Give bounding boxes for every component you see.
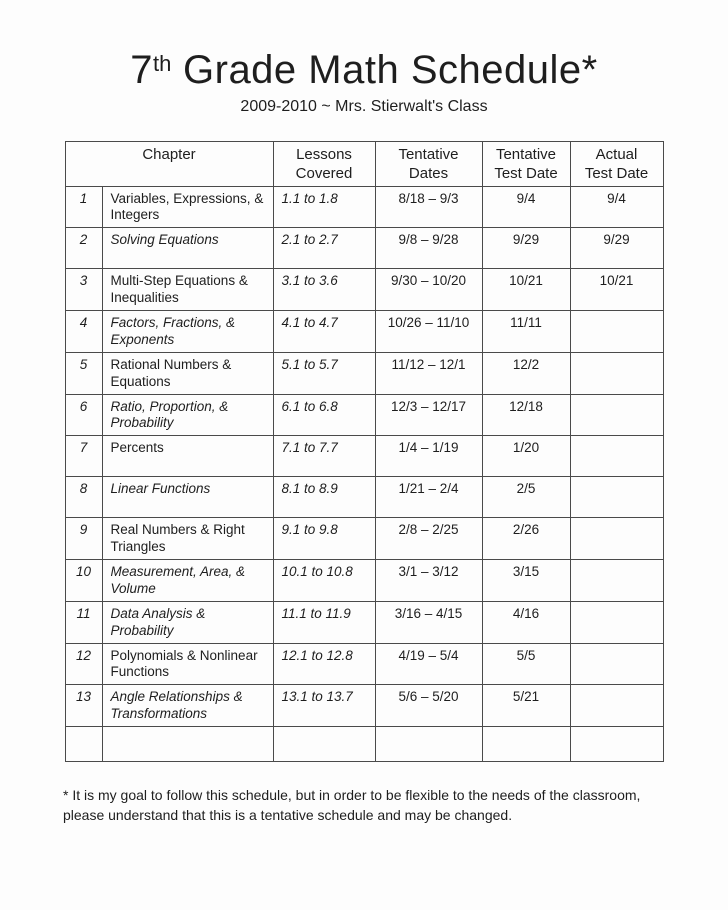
chapter-number-cell: 7 (65, 436, 102, 477)
lessons-covered-cell: 9.1 to 9.8 (273, 518, 375, 560)
schedule-row (65, 352, 663, 394)
actual-test-date-cell (570, 394, 663, 436)
chapter-number-cell: 11 (65, 601, 102, 643)
schedule-row (65, 311, 663, 353)
tentative-dates-cell: 9/8 – 9/28 (375, 228, 482, 269)
lessons-covered-cell: 8.1 to 8.9 (273, 477, 375, 518)
col-header-lessons-covered (273, 142, 375, 187)
tentative-dates-cell: 10/26 – 11/10 (375, 311, 482, 353)
lessons-covered-cell: 10.1 to 10.8 (273, 560, 375, 602)
schedule-empty-row (65, 727, 663, 762)
chapter-name-cell: Factors, Fractions, & Exponents (102, 311, 273, 353)
title-text: Grade Math Schedule* (171, 48, 598, 92)
col-header-actual-test-date (570, 142, 663, 187)
actual-test-date-cell (570, 352, 663, 394)
schedule-row (65, 228, 663, 269)
actual-test-date-cell (570, 518, 663, 560)
actual-test-date-cell: 10/21 (570, 269, 663, 311)
tentative-dates-cell: 1/4 – 1/19 (375, 436, 482, 477)
lessons-covered-cell: 11.1 to 11.9 (273, 601, 375, 643)
lessons-covered-cell: 6.1 to 6.8 (273, 394, 375, 436)
tentative-dates-cell: 11/12 – 12/1 (375, 352, 482, 394)
header-line: Dates (408, 164, 449, 182)
schedule-row (65, 643, 663, 685)
lessons-covered-cell: 3.1 to 3.6 (273, 269, 375, 311)
title-ordinal-superscript: th (153, 50, 172, 76)
actual-test-date-cell (570, 601, 663, 643)
header-line: Actual (595, 146, 638, 163)
schedule-row (65, 560, 663, 602)
tentative-test-date-cell: 1/20 (482, 436, 570, 477)
tentative-test-date-cell: 5/21 (482, 685, 570, 727)
col-header-tentative-dates (375, 142, 482, 187)
schedule-row (65, 436, 663, 477)
tentative-dates-cell: 5/6 – 5/20 (375, 685, 482, 727)
tentative-test-date-cell: 3/15 (482, 560, 570, 602)
tentative-dates-cell: 12/3 – 12/17 (375, 394, 482, 436)
chapter-number-cell: 1 (65, 186, 102, 228)
tentative-test-date-cell: 2/26 (482, 518, 570, 560)
chapter-number-cell: 8 (65, 477, 102, 518)
tentative-test-date-cell: 10/21 (482, 269, 570, 311)
tentative-test-date-cell: 2/5 (482, 477, 570, 518)
tentative-dates-cell: 3/16 – 4/15 (375, 601, 482, 643)
lessons-covered-cell: 13.1 to 13.7 (273, 685, 375, 727)
tentative-dates-cell (375, 727, 482, 762)
actual-test-date-cell (570, 436, 663, 477)
actual-test-date-cell (570, 727, 663, 762)
schedule-row (65, 601, 663, 643)
tentative-test-date-cell: 9/4 (482, 186, 570, 228)
chapter-name-cell: Percents (102, 436, 273, 477)
lessons-covered-cell: 2.1 to 2.7 (273, 228, 375, 269)
actual-test-date-cell (570, 560, 663, 602)
title-number: 7 (130, 48, 154, 92)
chapter-name-cell: Angle Relationships & Transformations (102, 685, 273, 727)
chapter-name-cell: Real Numbers & Right Triangles (102, 518, 273, 560)
actual-test-date-cell (570, 643, 663, 685)
lessons-covered-cell: 4.1 to 4.7 (273, 311, 375, 353)
col-header-tentative-test-date (482, 142, 570, 187)
schedule-row (65, 394, 663, 436)
actual-test-date-cell: 9/4 (570, 186, 663, 228)
tentative-test-date-cell: 12/2 (482, 352, 570, 394)
lessons-covered-cell: 5.1 to 5.7 (273, 352, 375, 394)
tentative-test-date-cell: 4/16 (482, 601, 570, 643)
footnote: * It is my goal to follow this schedule, but in order to be flexible to the needs of the classroom, please understand that this is a tentative schedule and may be changed. (63, 787, 641, 823)
actual-test-date-cell (570, 477, 663, 518)
tentative-test-date-cell: 11/11 (482, 311, 570, 353)
chapter-number-cell: 6 (65, 394, 102, 436)
chapter-number-cell: 12 (65, 643, 102, 685)
schedule-row (65, 477, 663, 518)
tentative-test-date-cell: 12/18 (482, 394, 570, 436)
schedule-row (65, 518, 663, 560)
chapter-number-cell: 13 (65, 685, 102, 727)
chapter-name-cell: Data Analysis & Probability (102, 601, 273, 643)
tentative-dates-cell: 1/21 – 2/4 (375, 477, 482, 518)
header-line: Tentative (398, 146, 459, 163)
chapter-name-cell (102, 727, 273, 762)
lessons-covered-cell: 12.1 to 12.8 (273, 643, 375, 685)
header-row (65, 142, 663, 187)
tentative-test-date-cell (482, 727, 570, 762)
tentative-dates-cell: 8/18 – 9/3 (375, 186, 482, 228)
lessons-covered-cell: 7.1 to 7.7 (273, 436, 375, 477)
tentative-dates-cell: 3/1 – 3/12 (375, 560, 482, 602)
chapter-name-cell: Multi-Step Equations & Inequalities (102, 269, 273, 311)
tentative-dates-cell: 2/8 – 2/25 (375, 518, 482, 560)
lessons-covered-cell (273, 727, 375, 762)
chapter-number-cell: 9 (65, 518, 102, 560)
actual-test-date-cell (570, 685, 663, 727)
tentative-dates-cell: 9/30 – 10/20 (375, 269, 482, 311)
schedule-table (65, 141, 664, 762)
chapter-number-cell: 4 (65, 311, 102, 353)
header-line: Test Date (584, 164, 649, 182)
page-subtitle: 2009-2010 ~ Mrs. Stierwalt's Class (240, 98, 488, 115)
chapter-name-cell: Rational Numbers & Equations (102, 352, 273, 394)
schedule-row (65, 685, 663, 727)
tentative-dates-cell: 4/19 – 5/4 (375, 643, 482, 685)
chapter-number-cell: 3 (65, 269, 102, 311)
header-line: Tentative (495, 146, 557, 163)
tentative-test-date-cell: 5/5 (482, 643, 570, 685)
chapter-name-cell: Ratio, Proportion, & Probability (102, 394, 273, 436)
chapter-number-cell (65, 727, 102, 762)
chapter-name-cell: Linear Functions (102, 477, 273, 518)
schedule-row (65, 269, 663, 311)
header-line: Test Date (494, 164, 558, 182)
col-header-chapter: Chapter (65, 142, 273, 187)
schedule-row (65, 186, 663, 228)
lessons-covered-cell: 1.1 to 1.8 (273, 186, 375, 228)
chapter-name-cell: Polynomials & Nonlinear Functions (102, 643, 273, 685)
chapter-number-cell: 5 (65, 352, 102, 394)
page-title (0, 48, 728, 92)
header-line: Covered (295, 164, 353, 182)
header-line: Lessons (296, 146, 352, 163)
actual-test-date-cell: 9/29 (570, 228, 663, 269)
chapter-name-cell: Variables, Expressions, & Integers (102, 186, 273, 228)
chapter-name-cell: Solving Equations (102, 228, 273, 269)
chapter-number-cell: 10 (65, 560, 102, 602)
chapter-number-cell: 2 (65, 228, 102, 269)
actual-test-date-cell (570, 311, 663, 353)
tentative-test-date-cell: 9/29 (482, 228, 570, 269)
chapter-name-cell: Measurement, Area, & Volume (102, 560, 273, 602)
